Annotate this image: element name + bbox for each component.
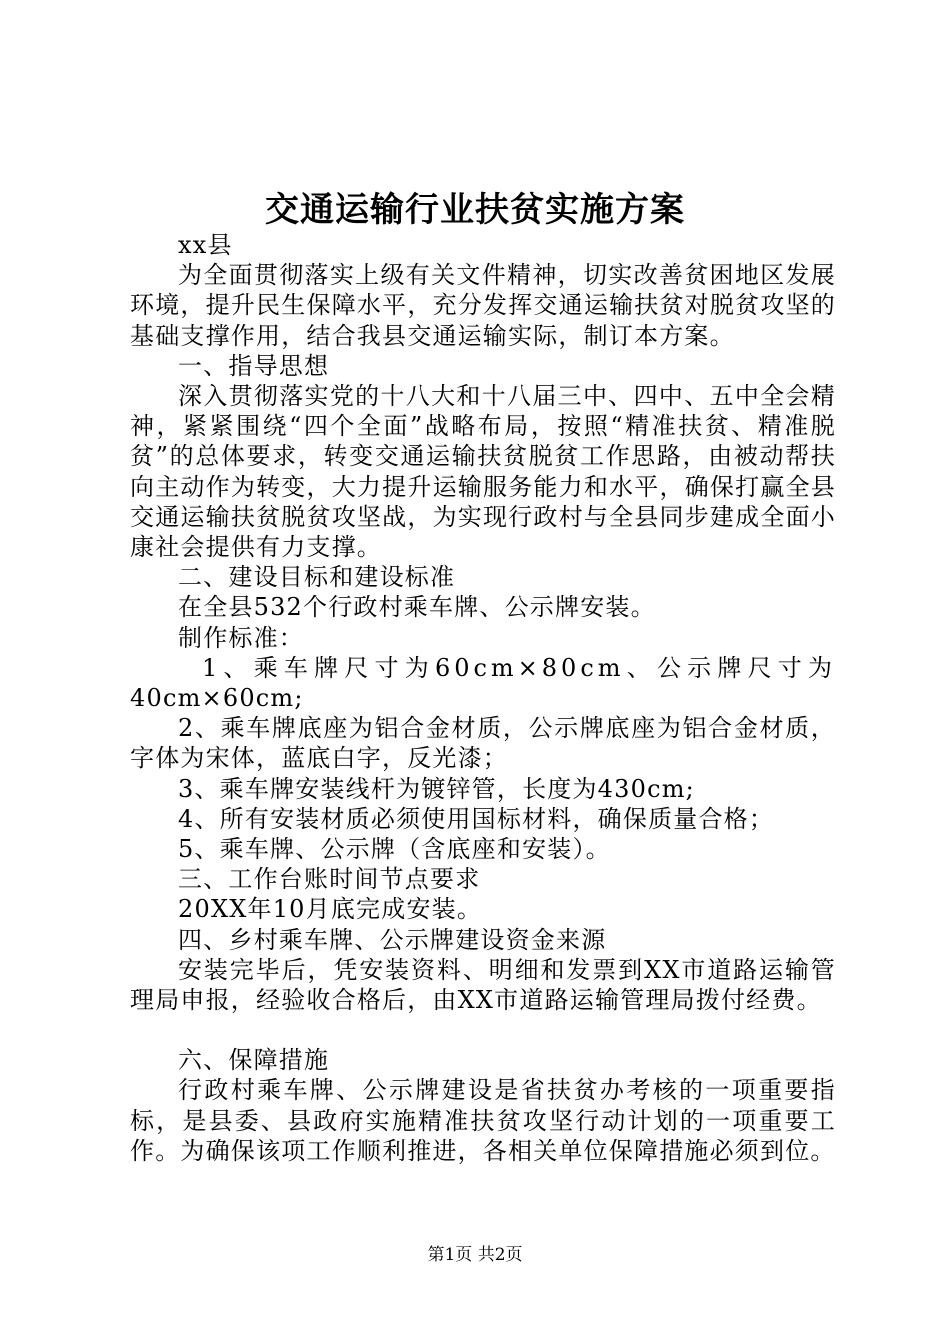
section-heading-guiding-ideology: 一、指导思想 [178,351,330,380]
section-heading-funding: 四、乡村乘车牌、公示牌建设资金来源 [178,925,607,954]
page-footer: 第1页 共2页 [427,1245,523,1265]
document-body [130,230,836,1166]
standard-item-4: 4、所有安装材质必须使用国标材料，确保质量合格； [178,804,775,833]
standard-item-2: 2、乘车牌底座为铝合金材质，公示牌底座为铝合金材质，字体为宋体，蓝底白字，反光漆； [130,714,836,773]
section-heading-goals-standards: 二、建设目标和建设标准 [178,563,456,592]
safeguards-paragraph: 行政村乘车牌、公示牌建设是省扶贫办考核的一项重要指标，是县委、县政府实施精准扶贫攻坚行动计划的一项重要工作。为确保该项工作顺利推进，各相关单位保障措施必须到位。 [130,1076,836,1165]
section-heading-safeguards: 六、保障措施 [178,1046,330,1075]
county-line: xx县 [178,231,233,259]
standards-label: 制作标准： [178,623,304,652]
standard-item-3: 3、乘车牌安装线杆为镀锌管，长度为430cm; [178,774,695,803]
section-heading-timeline: 三、工作台账时间节点要求 [178,865,481,894]
guiding-ideology-paragraph: 深入贯彻落实党的十八大和十八届三中、四中、五中全会精神，紧紧围绕“四个全面”战略布局，按照“精准扶贫、精准脱贫”的总体要求，转变交通运输扶贫脱贫工作思路，由被动帮扶向主动作为转变，大力提升运输服务能力和水平，确保打赢全县交通运输扶贫脱贫攻坚战，为实现行政村与全县同步建成全面小康社会提供有力支撑。 [130,382,836,562]
standard-item-1-continued: 40cm×60cm; [130,684,304,713]
timeline-paragraph: 20XX年10月底完成安装。 [178,895,483,924]
standard-item-1: 1、乘车牌尺寸为60cm×80cm、公示牌尺寸为 [202,653,836,682]
document-title: 交通运输行业扶贫实施方案 [265,190,685,230]
intro-paragraph: 为全面贯彻落实上级有关文件精神，切实改善贫困地区发展环境，提升民生保障水平，充分发挥交通运输扶贫对脱贫攻坚的基础支撑作用，结合我县交通运输实际，制订本方案。 [130,261,836,350]
funding-paragraph: 安装完毕后，凭安装资料、明细和发票到XX市道路运输管理局申报，经验收合格后，由XX市道路运输管理局拨付经费。 [130,955,836,1015]
standard-item-5: 5、乘车牌、公示牌（含底座和安装）。 [178,835,611,864]
goals-paragraph: 在全县532个行政村乘车牌、公示牌安装。 [178,593,656,622]
